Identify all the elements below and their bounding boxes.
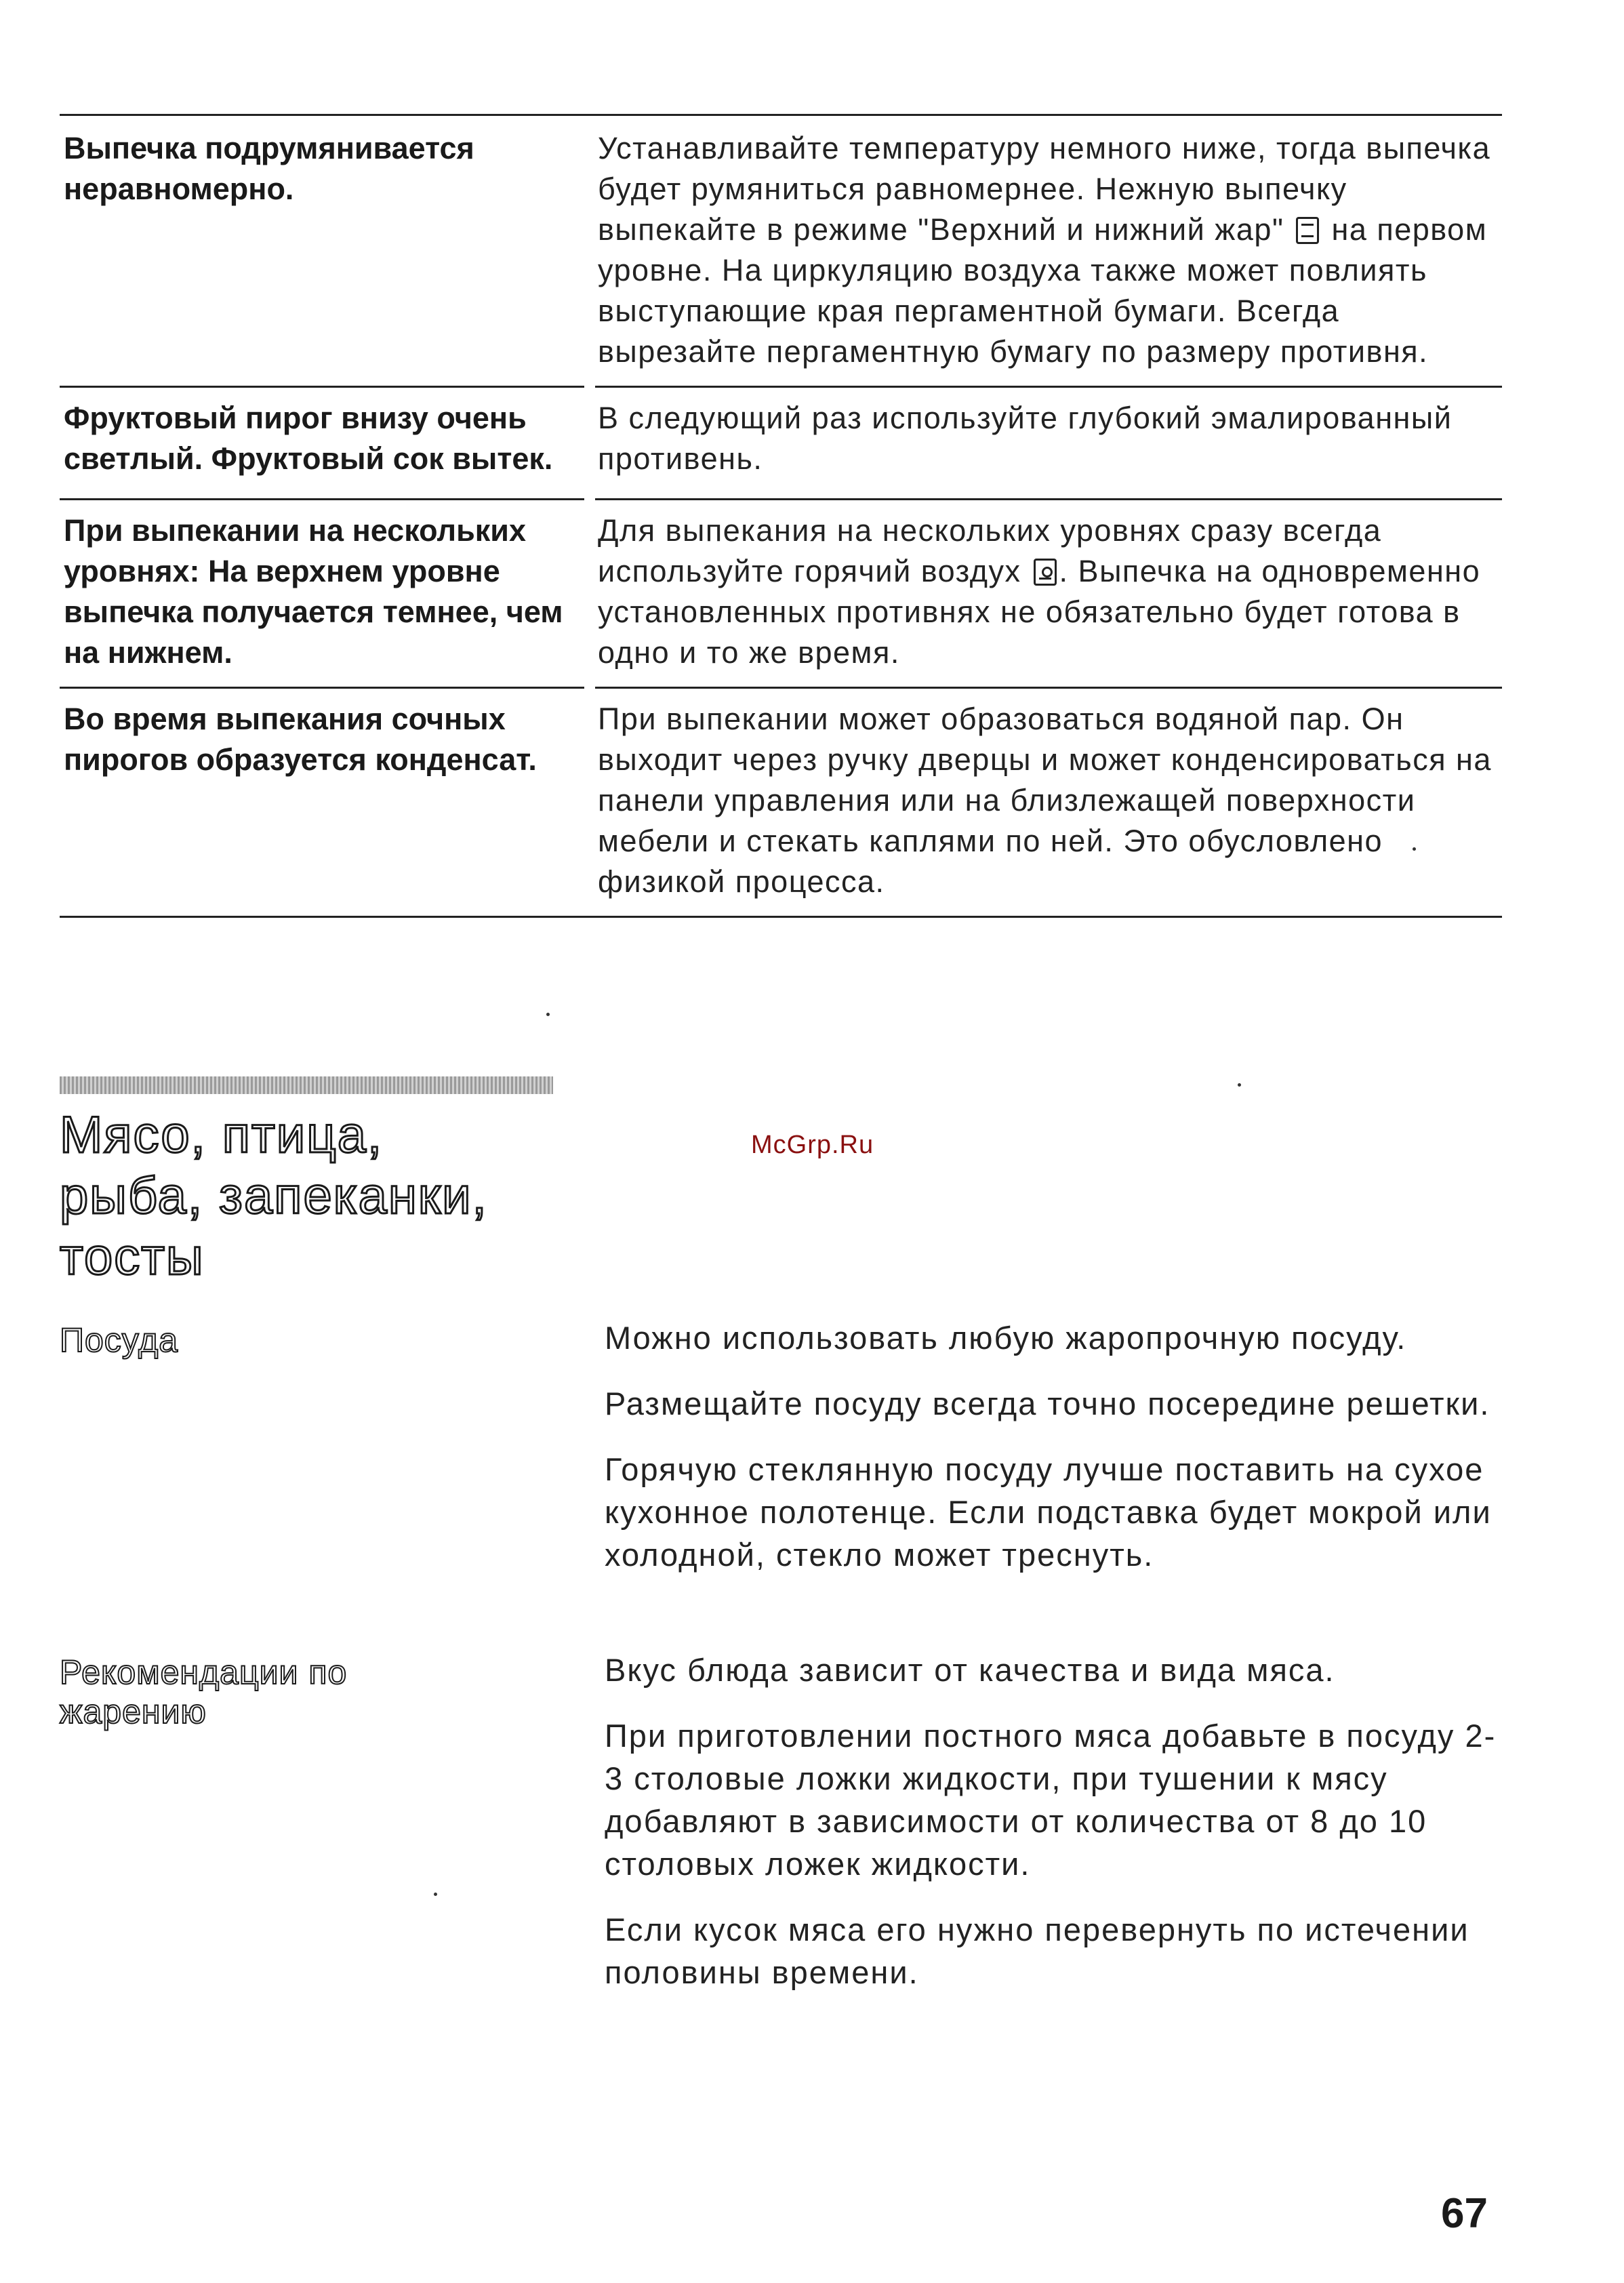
scan-speck bbox=[1238, 1083, 1241, 1087]
top-bottom-heat-icon bbox=[1296, 217, 1319, 244]
troubleshooting-table bbox=[60, 114, 1502, 918]
scan-speck bbox=[434, 1893, 437, 1896]
paragraph: Если кусок мяса его нужно перевернуть по истечении половины времени. bbox=[605, 1912, 1469, 1990]
paragraph: Размещайте посуду всегда точно посередине решетки. bbox=[605, 1386, 1490, 1421]
section-marker-bar bbox=[60, 1076, 553, 1094]
solution-cell bbox=[60, 687, 1502, 916]
problem-cell: Выпечка подрумянивается неравномерно. bbox=[64, 131, 474, 206]
table-row bbox=[60, 116, 1502, 386]
paragraph: При приготовлении постного мяса добавьте в посуду 2-3 столовые ложки жидкости, при тушении к мясу добавляют в зависимости от количества от 8 до 10 столовых ложек жидкости. bbox=[605, 1718, 1497, 1882]
solution-text: . Выпечка на одновременно установленных противнях не обязательно будет готова в одно и то же время. bbox=[598, 554, 1481, 670]
scan-speck bbox=[546, 1013, 550, 1016]
page-number: 67 bbox=[1441, 2190, 1488, 2237]
paragraph: Горячую стеклянную посуду лучше поставить на сухое кухонное полотенце. Если подставка будет мокрой или холодной, стекло может треснуть. bbox=[605, 1451, 1492, 1573]
table-row bbox=[60, 498, 1502, 687]
section-title-line: рыба, запеканки, bbox=[60, 1167, 488, 1225]
hot-air-icon bbox=[1034, 559, 1057, 586]
problem-cell: Фруктовый пирог внизу очень светлый. Фруктовый сок вытек. bbox=[64, 401, 553, 476]
scan-speck bbox=[1413, 847, 1416, 851]
problem-cell: Во время выпекания сочных пирогов образуется конденсат. bbox=[64, 702, 537, 777]
solution-cell bbox=[60, 498, 1502, 687]
solution-text: Для выпекания на нескольких уровнях сразу всегда используйте горячий воздух bbox=[598, 513, 1382, 588]
solution-text: Устанавливайте температуру немного ниже, тогда выпечка будет румяниться равномернее. Нежную выпечку выпекайте в режиме "Верхний и нижний жар" bbox=[598, 131, 1491, 247]
roasting-text bbox=[605, 1649, 1506, 2017]
table-row bbox=[60, 687, 1502, 916]
problem-cell: При выпекании на нескольких уровнях: На верхнем уровне выпечка получается темнее, чем на нижнем. bbox=[64, 513, 563, 670]
section-title-line: Мясо, птица, bbox=[60, 1106, 384, 1164]
solution-text: на первом уровне. На циркуляцию воздуха также может повлиять выступающие края пергаментной бумаги. Всегда вырезайте пергаментную бумагу по размеру противня. bbox=[598, 212, 1488, 369]
solution-cell bbox=[60, 386, 1502, 498]
roasting-heading: Рекомендации по жарению bbox=[60, 1653, 348, 1731]
solution-text: В следующий раз используйте глубокий эмалированный противень. bbox=[598, 401, 1453, 476]
paragraph: Можно использовать любую жаропрочную посуду. bbox=[605, 1320, 1407, 1356]
table-bottom-rule bbox=[60, 916, 1502, 918]
cookware-text bbox=[605, 1316, 1506, 1599]
paragraph: Вкус блюда зависит от качества и вида мяса. bbox=[605, 1652, 1335, 1688]
section-title-line: тосты bbox=[60, 1228, 205, 1286]
section-title bbox=[60, 1105, 575, 1288]
watermark: McGrp.Ru bbox=[751, 1131, 874, 1159]
table-row bbox=[60, 386, 1502, 498]
solution-cell bbox=[60, 116, 1502, 386]
cookware-heading: Посуда bbox=[60, 1321, 179, 1359]
solution-text: При выпекании может образоваться водяной пар. Он выходит через ручку дверцы и может конденсироваться на панели управления или на близлежащей поверхности мебели и стекать каплями по ней. Это обусловлено физикой процесса. bbox=[598, 702, 1492, 899]
